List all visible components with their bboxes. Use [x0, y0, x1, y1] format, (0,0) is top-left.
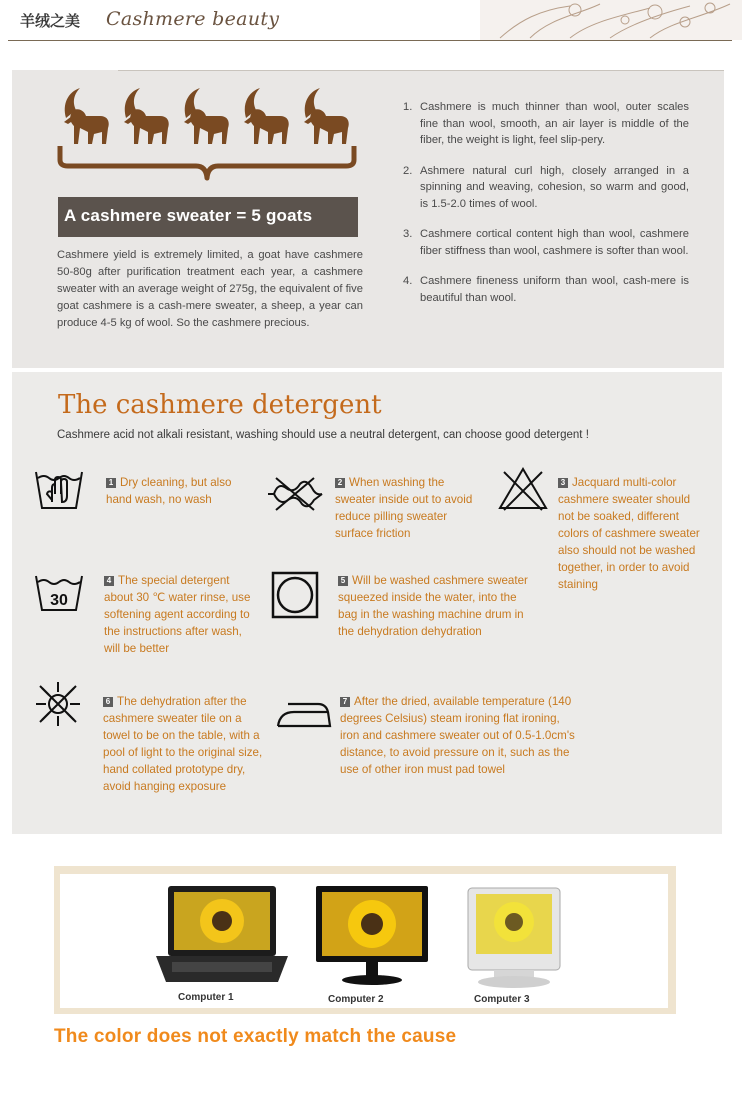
tumble-dry-icon: [270, 570, 320, 620]
five-goats-illustration: [56, 86, 358, 194]
list-item-number: 2.: [403, 164, 413, 177]
iron-icon: [274, 696, 334, 730]
care-item-3: [558, 474, 708, 593]
crt-monitor-icon: [464, 886, 564, 990]
care-item-text: After the dried, available temperature (140 degrees Celsius) steam ironing flat ironing, iron and cashmere sweater out of 0.5-1.0cm's distance, to avoid pressure on it, such as the use of other iron must pad towel: [340, 695, 575, 776]
care-item-text: The special detergent about 30 ℃ water rinse, use softening agent according to the instructions after wash, will be better: [104, 574, 251, 655]
care-item-text: Will be washed cashmere sweater squeezed inside the water, into the bag in the washing machine drum in the dehydration dehydration: [338, 574, 528, 638]
no-sun-dry-icon: [34, 680, 82, 728]
hand-wash-icon: [34, 468, 84, 512]
wash-temp-label: 30: [50, 592, 68, 609]
care-item-1: [106, 474, 246, 508]
section-subtitle: Cashmere acid not alkali resistant, washing should use a neutral detergent, can choose good detergent !: [57, 429, 589, 441]
monitor-label-2: Computer 2: [328, 994, 384, 1005]
slogan-text: A cashmere sweater = 5 goats: [64, 206, 313, 225]
no-wring-icon: [266, 474, 324, 514]
care-item-4: [104, 572, 254, 657]
flat-monitor-icon: [312, 882, 432, 988]
goat-icon: [304, 88, 349, 144]
list-item: [403, 273, 689, 306]
info-top-divider: [118, 70, 724, 71]
list-item-text: Cashmere is much thinner than wool, outer scales fine than wool, smooth, an air layer is middle of the fiber, the weight is light, feel slip-pery.: [420, 101, 689, 146]
item-number-badge: 5: [338, 576, 348, 586]
goat-icon: [244, 88, 289, 144]
cashmere-facts-list: [403, 99, 689, 320]
wash-30-icon: [34, 572, 84, 614]
care-item-text: The dehydration after the cashmere sweater tile on a towel to be on the table, with a pool of light to the original size, hand collated prototype dry, avoid hanging exposure: [103, 695, 263, 793]
floral-ornament-icon: [480, 0, 742, 40]
care-item-6: [103, 693, 263, 795]
care-item-text: Dry cleaning, but also hand wash, no wash: [106, 476, 232, 506]
monitor-comparison-panel: [54, 866, 676, 1014]
no-bleach-icon: [498, 466, 548, 512]
list-item-text: Cashmere fineness uniform than wool, cash-mere is beautiful than wool.: [420, 275, 689, 304]
yield-paragraph: Cashmere yield is extremely limited, a goat have cashmere 50-80g after purification treatment each year, a cashmere sweater with an average weight of 275g, the equivalent of five goat cashmere is a cash-mere sweater, a sheep, a year can produce 4-5 kg of wool. So the cashmere precious.: [57, 249, 363, 329]
list-item: [403, 163, 689, 213]
list-item: [403, 226, 689, 259]
list-item-number: 1.: [403, 101, 413, 113]
laptop-monitor-icon: [152, 882, 292, 986]
header-divider: [8, 40, 732, 41]
list-item-number: 3.: [403, 228, 413, 240]
list-item-number: 4.: [403, 275, 413, 287]
brace-icon: [60, 146, 354, 178]
item-number-badge: 2: [335, 478, 345, 488]
color-disclaimer: The color does not exactly match the cause: [54, 1026, 457, 1047]
goat-icon: [184, 88, 229, 144]
list-item: [403, 99, 689, 149]
item-number-badge: 6: [103, 697, 113, 707]
monitor-label-3: Computer 3: [474, 994, 530, 1005]
care-item-7: [340, 693, 580, 778]
page-header: [0, 0, 742, 45]
slogan-box: [58, 197, 358, 237]
monitor-label-1: Computer 1: [178, 992, 234, 1003]
item-number-badge: 1: [106, 478, 116, 488]
monitor-comparison-inner: [60, 874, 668, 1008]
list-item-text: Ashmere natural curl high, closely arranged in a spinning and weaving, cohesion, so warm and good, is 1.5-2.0 times of wool.: [420, 164, 689, 210]
care-item-5: [338, 572, 528, 640]
care-item-2: [335, 474, 485, 542]
item-number-badge: 7: [340, 697, 350, 707]
item-number-badge: 3: [558, 478, 568, 488]
care-item-text: Jacquard multi-color cashmere sweater should not be soaked, different colors of cashmere sweater also should not be washed together, in order to avoid staining: [558, 476, 700, 591]
detergent-panel: [12, 372, 722, 834]
header-title-en: Cashmere beauty: [106, 8, 280, 30]
goat-icon: [124, 88, 169, 144]
care-item-text: When washing the sweater inside out to avoid reduce pilling sweater surface friction: [335, 476, 473, 540]
goat-icon: [64, 88, 109, 144]
item-number-badge: 4: [104, 576, 114, 586]
header-title-cn: 羊绒之美: [20, 12, 81, 30]
info-panel: [12, 70, 724, 368]
list-item-text: Cashmere cortical content high than wool, cashmere fiber stiffness than wool, cashmere is softer than wool.: [420, 228, 689, 257]
section-title: The cashmere detergent: [58, 390, 382, 420]
